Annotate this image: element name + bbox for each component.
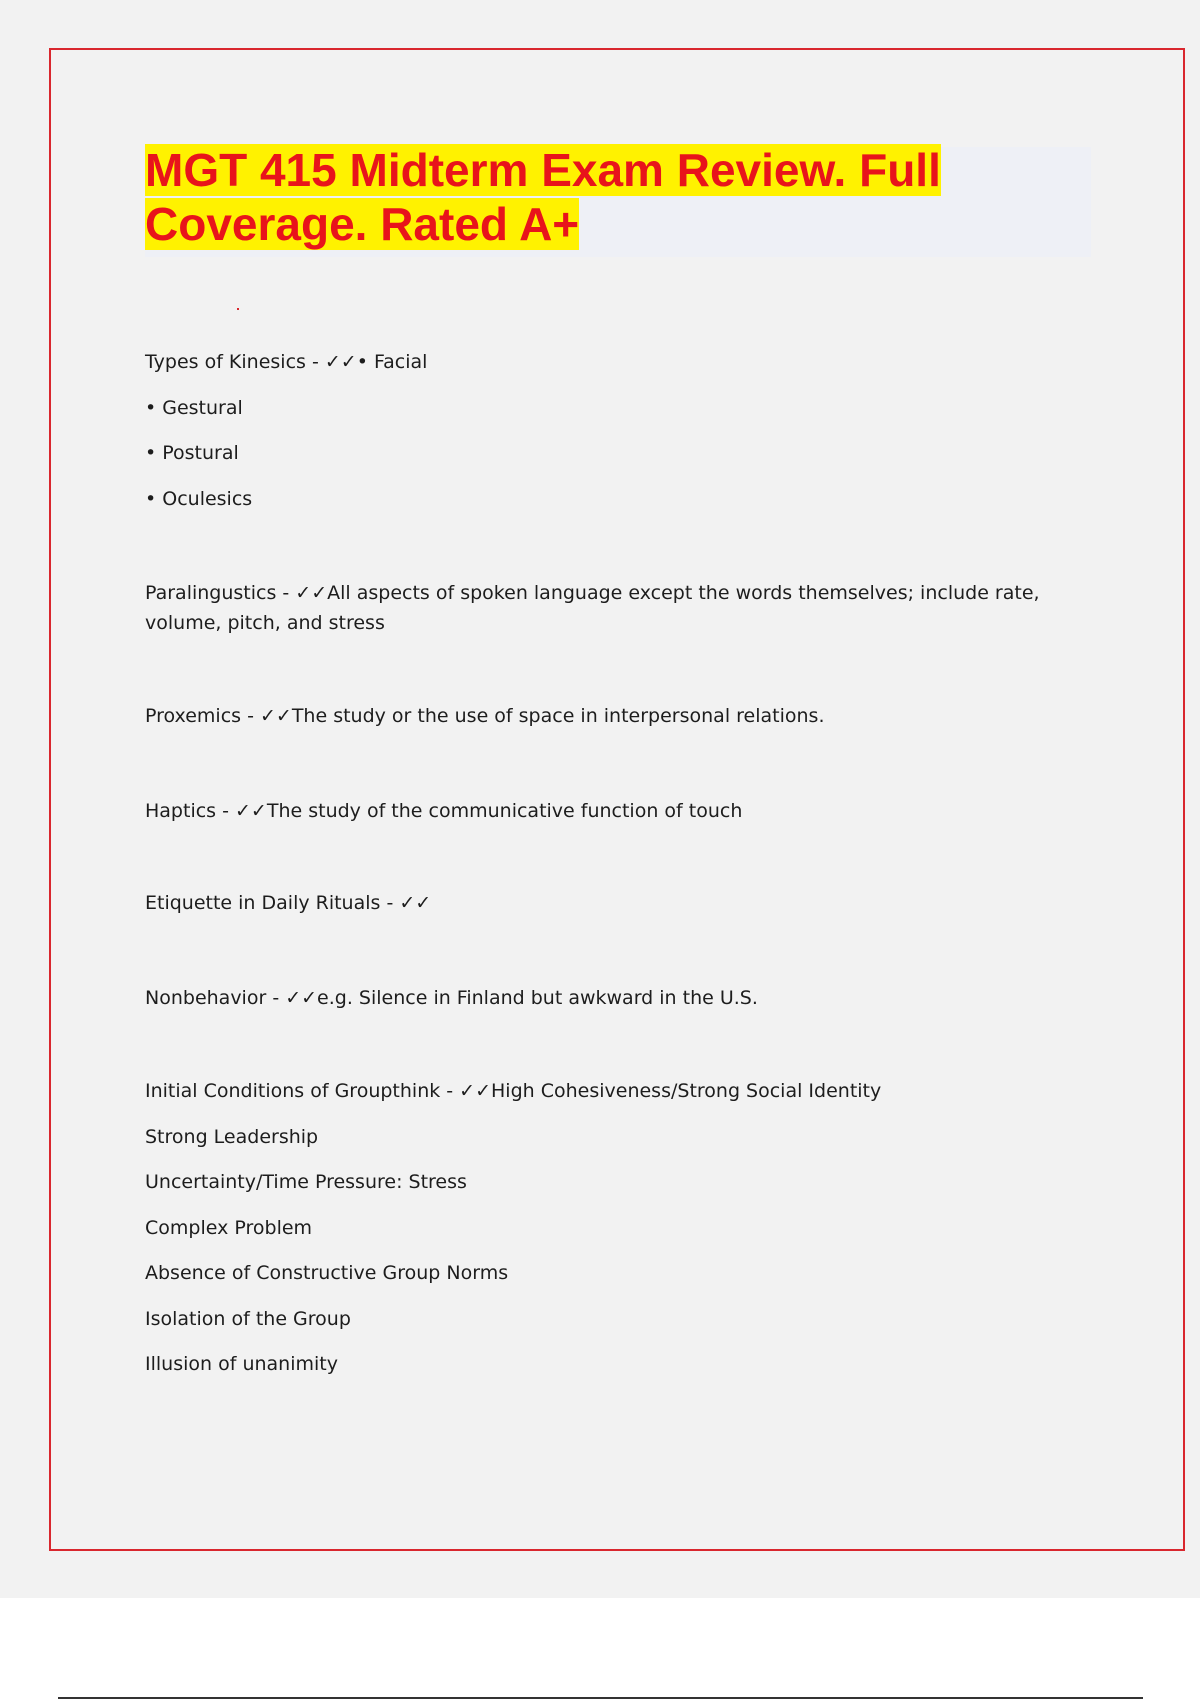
text-line-nonbehavior: Nonbehavior - ✓✓e.g. Silence in Finland but awkward in the U.S.	[145, 987, 758, 1009]
text-line-etiquette: Etiquette in Daily Rituals - ✓✓	[145, 892, 432, 914]
text-line-uncertainty: Uncertainty/Time Pressure: Stress	[145, 1171, 467, 1193]
text-line-complex-problem: Complex Problem	[145, 1217, 313, 1239]
text-line-unanimity: Illusion of unanimity	[145, 1353, 338, 1375]
text-line-gestural: • Gestural	[145, 397, 243, 419]
text-line-haptics: Haptics - ✓✓The study of the communicative function of touch	[145, 800, 743, 822]
text-line-isolation: Isolation of the Group	[145, 1308, 351, 1330]
text-line-groupthink: Initial Conditions of Groupthink - ✓✓High Cohesiveness/Strong Social Identity	[145, 1080, 882, 1102]
footer-rule	[58, 1697, 1143, 1699]
title-highlight: MGT 415 Midterm Exam Review. Full Coverage. Rated A+	[145, 144, 941, 250]
text-line-postural: • Postural	[145, 442, 239, 464]
text-line-proxemics: Proxemics - ✓✓The study or the use of space in interpersonal relations.	[145, 705, 825, 727]
text-line-kinesics: Types of Kinesics - ✓✓• Facial	[145, 351, 428, 373]
stray-mark	[237, 308, 239, 310]
text-line-paralingustics: Paralingustics - ✓✓All aspects of spoken language except the words themselves; include rate, volume, pitch, and stress	[145, 582, 1040, 634]
text-line-group-norms: Absence of Constructive Group Norms	[145, 1262, 509, 1284]
document-title	[145, 143, 1005, 251]
text-line-strong-leadership: Strong Leadership	[145, 1126, 319, 1148]
text-line-oculesics: • Oculesics	[145, 488, 253, 510]
